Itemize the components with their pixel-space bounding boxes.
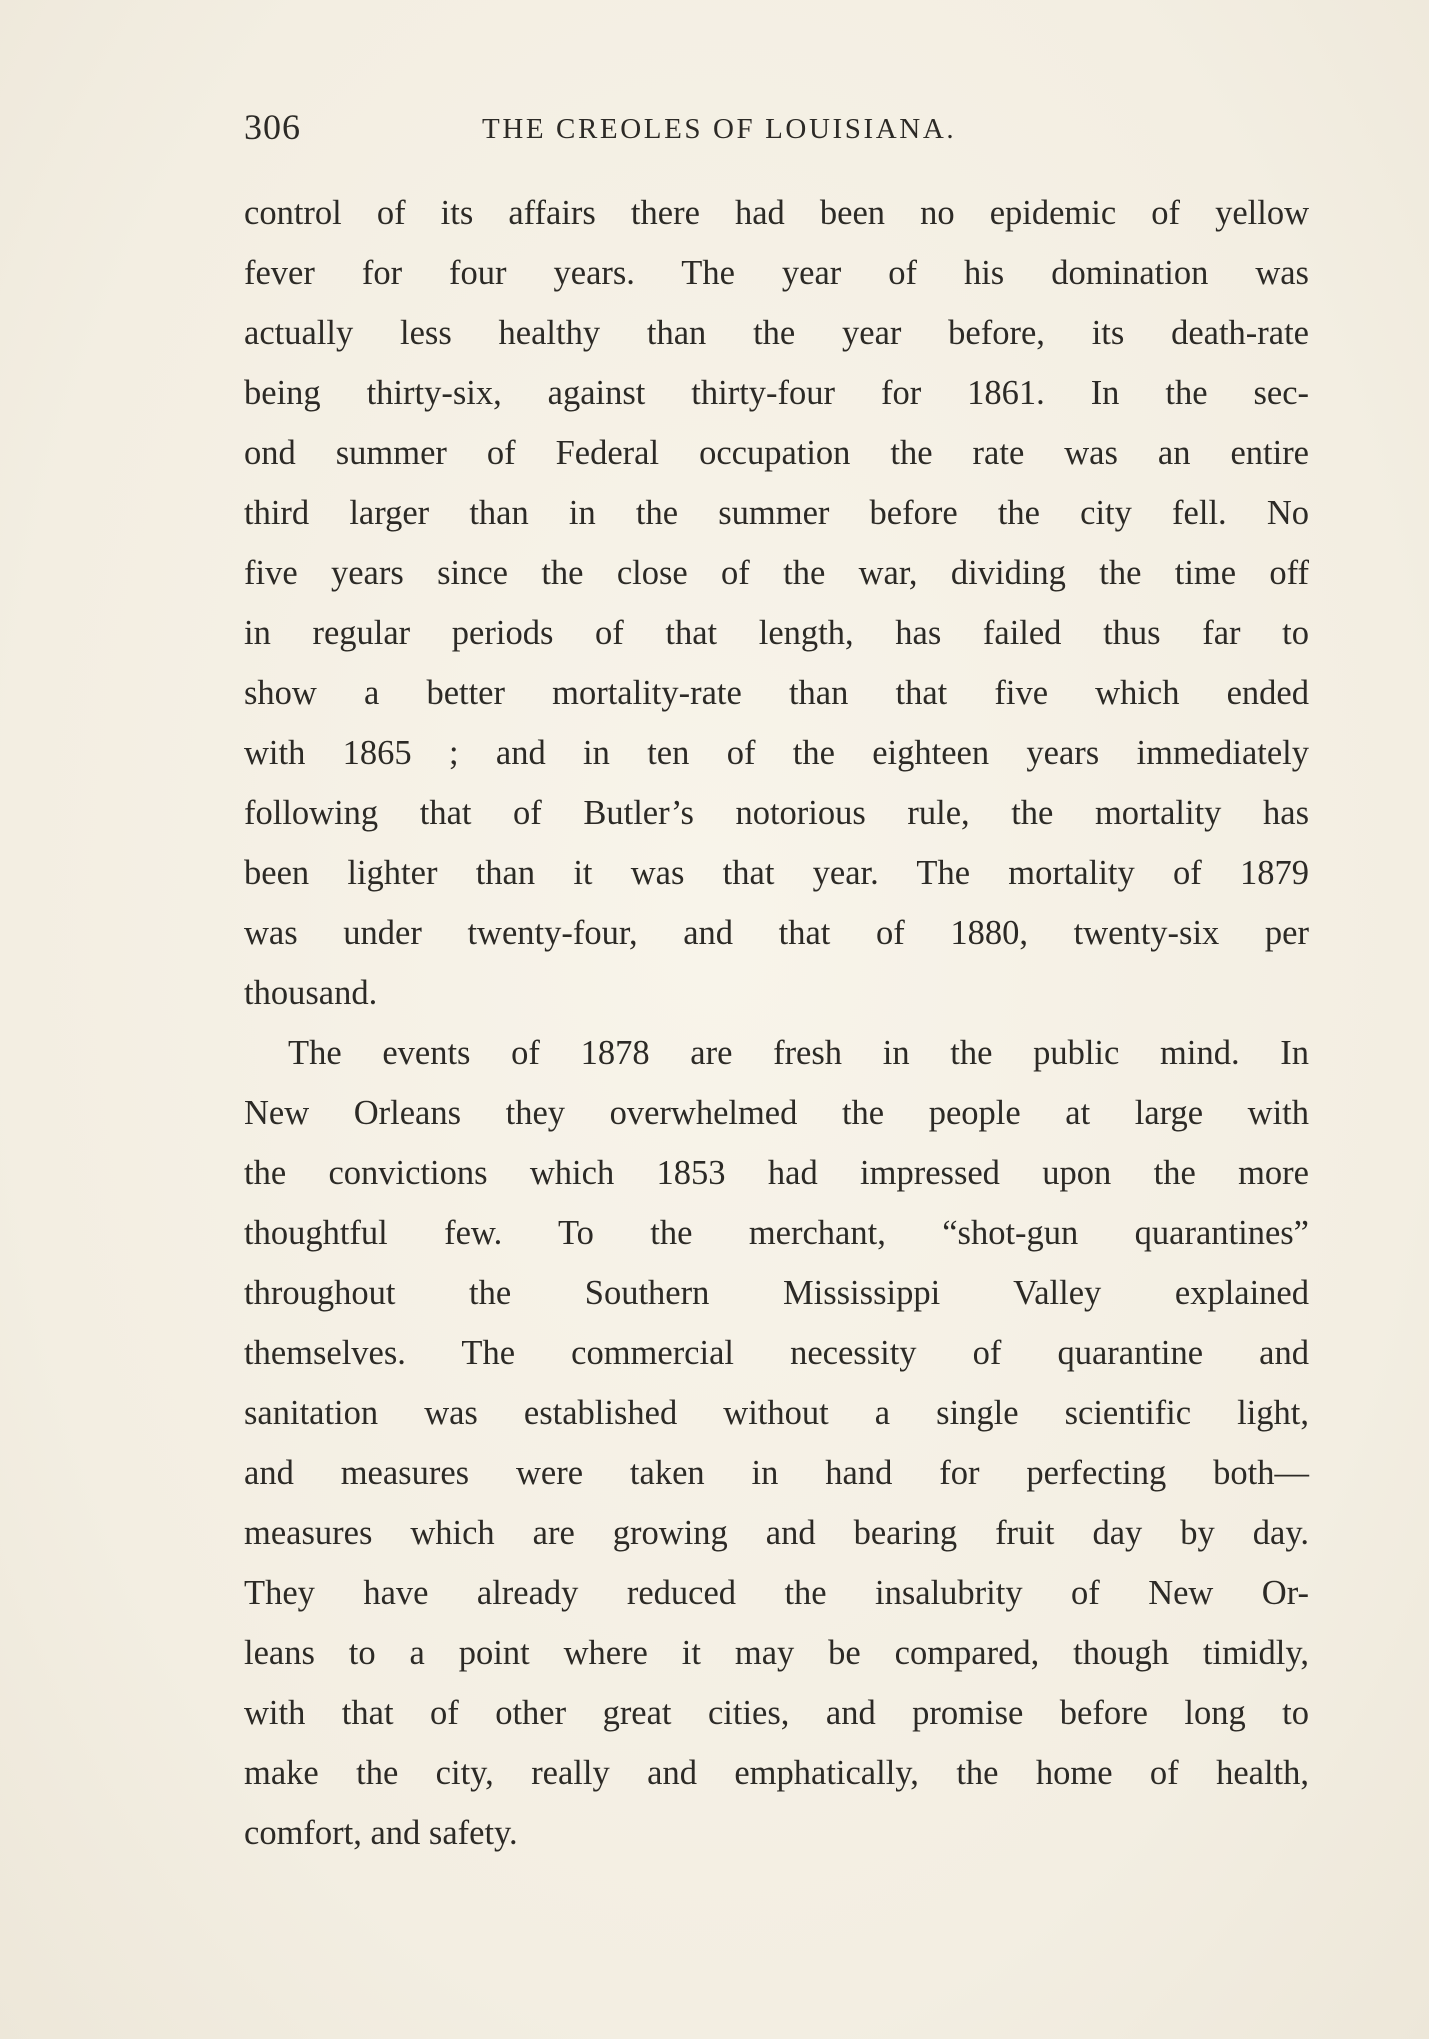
text-line: comfort, and safety. [244, 1814, 518, 1852]
body-text [244, 183, 1309, 1863]
text-line: actually less healthy than the year before, its death-rate [244, 314, 1309, 352]
text-line: was under twenty-four, and that of 1880, twenty-six per [244, 914, 1309, 952]
text-line: ond summer of Federal occupation the rate was an entire [244, 434, 1309, 472]
text-line: third larger than in the summer before the city fell. No [244, 494, 1309, 532]
text-line: show a better mortality-rate than that five which ended [244, 674, 1309, 712]
paragraph-1 [244, 183, 1309, 1023]
text-line: with 1865 ; and in ten of the eighteen years immediately [244, 734, 1309, 772]
running-head [244, 105, 1309, 149]
text-line: make the city, really and emphatically, the home of health, [244, 1754, 1309, 1792]
text-line: control of its affairs there had been no epidemic of yellow [244, 194, 1309, 232]
text-line: with that of other great cities, and promise before long to [244, 1694, 1309, 1732]
page-number: 306 [244, 107, 301, 147]
paragraph-2 [244, 1023, 1309, 1863]
running-title: THE CREOLES OF LOUISIANA. [482, 113, 957, 145]
text-line: been lighter than it was that year. The mortality of 1879 [244, 854, 1309, 892]
text-line: They have already reduced the insalubrity of New Or- [244, 1574, 1309, 1612]
text-line: The events of 1878 are fresh in the public mind. In [288, 1034, 1309, 1072]
text-line: being thirty-six, against thirty-four for 1861. In the sec- [244, 374, 1309, 412]
text-line: in regular periods of that length, has failed thus far to [244, 614, 1309, 652]
text-line: measures which are growing and bearing fruit day by day. [244, 1514, 1309, 1552]
text-line: following that of Butler’s notorious rule, the mortality has [244, 794, 1309, 832]
text-line: New Orleans they overwhelmed the people at large with [244, 1094, 1309, 1132]
text-line: themselves. The commercial necessity of quarantine and [244, 1334, 1309, 1372]
text-line: thoughtful few. To the merchant, “shot-gun quarantines” [244, 1214, 1309, 1252]
text-line: sanitation was established without a single scientific light, [244, 1394, 1309, 1432]
text-line: the convictions which 1853 had impressed upon the more [244, 1154, 1309, 1192]
text-line: fever for four years. The year of his domination was [244, 254, 1309, 292]
text-line: leans to a point where it may be compared, though timidly, [244, 1634, 1309, 1672]
text-line: thousand. [244, 974, 378, 1012]
text-line: five years since the close of the war, dividing the time off [244, 554, 1309, 592]
text-line: and measures were taken in hand for perfecting both— [244, 1454, 1309, 1492]
text-line: throughout the Southern Mississippi Valley explained [244, 1274, 1309, 1312]
